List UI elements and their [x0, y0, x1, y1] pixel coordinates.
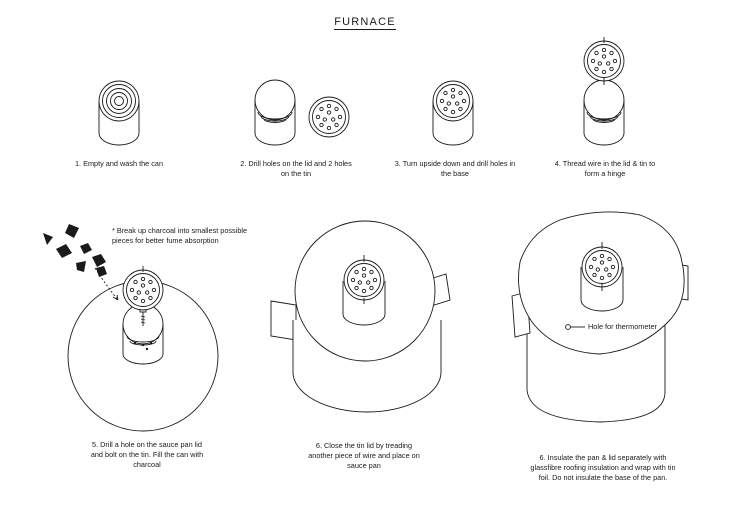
charcoal-pieces [43, 224, 107, 277]
step-7-illustration [512, 212, 688, 422]
step-5-illustration [43, 224, 218, 431]
step-2-illustration [255, 80, 349, 145]
step-4-caption: 4. Thread wire in the lid & tin to form a hinge [554, 159, 656, 179]
step-1-caption: 1. Empty and wash the can [74, 159, 164, 168]
step-4-illustration [584, 37, 624, 145]
step-1-illustration [99, 81, 139, 145]
thermometer-label: Hole for thermometer [588, 322, 657, 331]
step-3-illustration [433, 81, 473, 145]
step-7-caption: 6. Insulate the pan & lid separately with glassfibre roofing insulation and wrap with tin foil. Do not insulate the base of the pan. [530, 453, 676, 483]
step-6-caption: 6. Close the tin lid by treading another piece of wire and place on sauce pan [308, 441, 420, 471]
step-5-caption: 5. Drill a hole on the sauce pan lid and bolt on the tin. Fill the can with charcoal [90, 440, 204, 470]
step-6-illustration [271, 221, 450, 412]
step-2-caption: 2. Drill holes on the lid and 2 holes on the tin [240, 159, 352, 179]
charcoal-note: * Break up charcoal into smallest possible pieces for better fume absorption [112, 226, 248, 246]
page-title-text: FURNACE [334, 16, 396, 28]
step-3-caption: 3. Turn upside down and drill holes in the base [394, 159, 516, 179]
